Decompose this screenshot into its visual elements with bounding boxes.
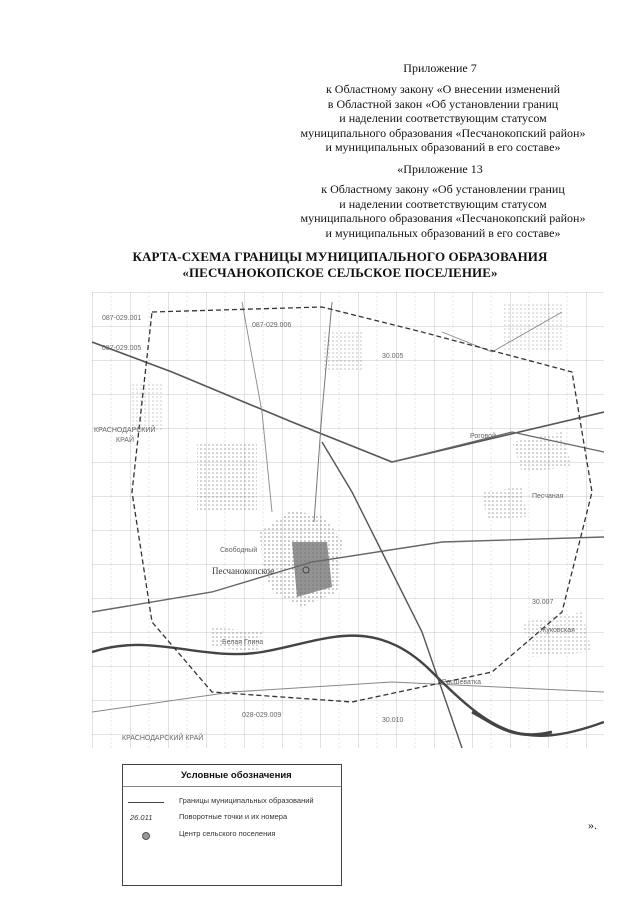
- map-title-line-2: «ПЕСЧАНОКОПСКОЕ СЕЛЬСКОЕ ПОСЕЛЕНИЕ»: [182, 265, 498, 280]
- map-label-settlement: Жуковская: [540, 627, 575, 634]
- appendix-7-line: муниципального образования «Песчанокопский район»: [300, 125, 586, 140]
- map-label-point: 30.010: [382, 717, 404, 724]
- forest-area: [502, 302, 562, 352]
- map-label-point: 087-029.001: [102, 315, 142, 322]
- map-label-point: 087-029.006: [252, 322, 292, 329]
- settlement-area: [482, 487, 527, 520]
- appendix-13-line: к Областному закону «Об установлении границ: [321, 182, 565, 196]
- boundary-line-icon: [128, 797, 168, 807]
- map-title-line-1: КАРТА-СХЕМА ГРАНИЦЫ МУНИЦИПАЛЬНОГО ОБРАЗОВАНИЯ: [132, 249, 548, 264]
- map-label-town: Песчанокопское: [212, 566, 275, 576]
- map-label-point: 30.007: [532, 599, 554, 606]
- appendix-13-text: [248, 182, 638, 240]
- map-label-settlement: Расшеватка: [442, 679, 482, 686]
- appendix-7-title: Приложение 7: [403, 61, 477, 75]
- closing-quote: ».: [588, 818, 597, 832]
- map-title: [60, 249, 620, 281]
- legend-item-turning-points: [123, 811, 341, 825]
- map-label-settlement: Роговой: [470, 433, 496, 440]
- settlement-center-marker: [303, 567, 309, 573]
- appendix-13-line: и наделении соответствующим статусом: [339, 196, 547, 211]
- legend-item-label: Границы муниципальных образований: [179, 796, 314, 805]
- forest-area: [322, 332, 362, 372]
- map-label-settlement: Белая Глина: [222, 639, 264, 646]
- legend-divider: [123, 786, 341, 787]
- map-label-point: 30.005: [382, 353, 404, 360]
- settlement-center-icon: [128, 830, 168, 840]
- turning-point-code-icon: [128, 813, 168, 823]
- appendix-13-line: муниципального образования «Песчанокопский район»: [300, 211, 586, 225]
- appendix-7-line: в Областной закон «Об установлении границ: [327, 96, 559, 111]
- legend-item-center: [123, 828, 341, 842]
- map-canvas: [92, 292, 604, 748]
- appendix-7-line: и наделении соответствующим статусом: [339, 111, 547, 125]
- appendix-13-line: и муниципальных образований в его составе»: [325, 225, 561, 240]
- forest-area: [132, 382, 162, 432]
- map-label-region: КРАСНОДАРСКИЙ: [94, 427, 156, 434]
- legend-item-boundary: [123, 795, 341, 809]
- map-label-point: 028-029.009: [242, 712, 282, 719]
- map-label-region: КРАЙ: [116, 437, 134, 444]
- appendix-7-text: [248, 82, 638, 155]
- map-label-settlement: Свободный: [220, 547, 258, 554]
- appendix-7-line: и муниципальных образований в его составе»: [325, 140, 561, 154]
- appendix-13-title: «Приложение 13: [397, 162, 483, 176]
- legend-title: Условные обозначения: [181, 770, 292, 781]
- forest-area: [197, 442, 257, 512]
- appendix-7-line: к Областному закону «О внесении изменений: [325, 82, 561, 96]
- map-label-settlement: Песчаная: [532, 493, 564, 500]
- legend-point-code: 26.011: [130, 813, 153, 822]
- map-image: [92, 292, 604, 748]
- legend-item-label: Центр сельского поселения: [179, 829, 276, 838]
- legend-item-label: Поворотные точки и их номера: [179, 812, 288, 821]
- map-legend: [122, 764, 342, 886]
- map-label-point: 087-029.005: [102, 345, 142, 352]
- map-label-region: КРАСНОДАРСКИЙ КРАЙ: [122, 735, 204, 742]
